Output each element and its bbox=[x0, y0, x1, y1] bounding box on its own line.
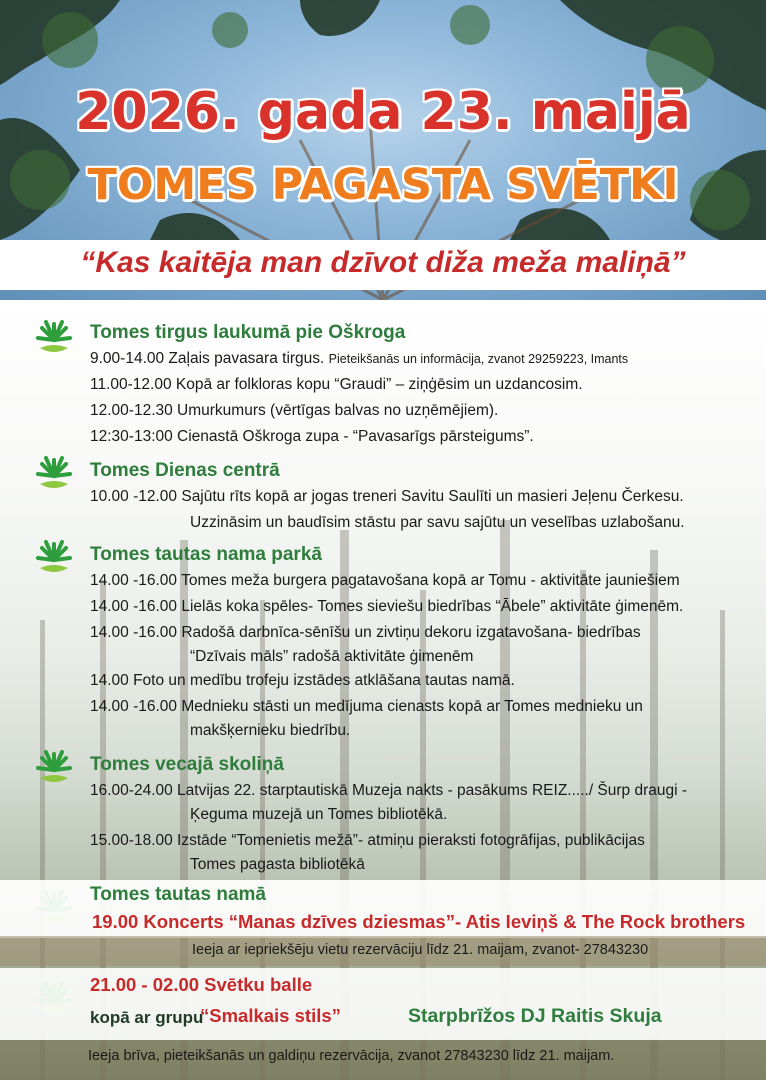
schedule-line: makšķernieku biedrību. bbox=[190, 722, 351, 739]
tree-icon bbox=[34, 748, 74, 788]
tree-icon bbox=[34, 454, 74, 494]
ball-band-name: “Smalkais stils” bbox=[200, 1005, 341, 1026]
schedule-line: 14.00 -16.00 Radošā darbnīca-sēnīšu un zivtiņu dekoru izgatavošana- biedrības bbox=[90, 624, 641, 641]
concert-line: 19.00 Koncerts “Manas dzīves dziesmas”- Atis Ieviņš & The Rock brothers bbox=[92, 911, 746, 932]
schedule-line: Ķeguma muzejā un Tomes bibliotēkā. bbox=[190, 806, 448, 823]
schedule-line: 14.00 -16.00 Lielās koka spēles- Tomes sieviešu biedrības “Ābele” aktivitāte ģimenēm. bbox=[90, 598, 684, 615]
entry-note: Ieeja ar iepriekšēju vietu rezervāciju līdz 21. maijam, zvanot- 27843230 bbox=[192, 942, 649, 958]
schedule-line: 14.00 Foto un medību trofeju izstādes atklāšana tautas namā. bbox=[90, 672, 515, 689]
motto: “Kas kaitēja man dzīvot diža meža maliņā” bbox=[80, 246, 686, 279]
ball-with-prefix: kopā ar grupu bbox=[90, 1008, 204, 1027]
schedule-text: 9.00-14.00 Zaļais pavasara tirgus. bbox=[90, 350, 325, 367]
schedule-line: Tomes pagasta bibliotēkā bbox=[190, 856, 365, 873]
ball-time: 21.00 - 02.00 Svētku balle bbox=[90, 974, 313, 995]
footer-note: Ieeja brīva, pieteikšanās un galdiņu rezervācija, zvanot 27843230 līdz 21. maijam. bbox=[88, 1048, 615, 1064]
section-title-old-school: Tomes vecajā skoliņā bbox=[90, 754, 284, 775]
section-title-day-center: Tomes Dienas centrā bbox=[90, 460, 280, 481]
schedule-line: Uzzināsim un baudīsim stāstu par savu sajūtu un veselības uzlabošanu. bbox=[190, 514, 685, 531]
section-title-market: Tomes tirgus laukumā pie Oškroga bbox=[90, 322, 406, 343]
section-title-park: Tomes tautas nama parkā bbox=[90, 544, 322, 565]
tree-icon bbox=[34, 538, 74, 578]
schedule-line: 16.00-24.00 Latvijas 22. starptautiskā Muzeja nakts - pasākums REIZ...../ Šurp draugi - bbox=[90, 782, 688, 799]
market-note: Pieteikšanās un informācija, zvanot 29259223, Imants bbox=[328, 352, 629, 366]
schedule-line: 14.00 -16.00 Tomes meža burgera pagatavošana kopā ar Tomu - aktivitāte jauniešiem bbox=[90, 572, 680, 589]
tree-icon bbox=[34, 318, 74, 358]
event-title: TOMES PAGASTA SVĒTKI bbox=[87, 160, 679, 210]
schedule-line: 12:30-13:00 Cienastā Oškroga zupa - “Pavasarīgs pārsteigums”. bbox=[90, 428, 534, 445]
event-date: 2026. gada 23. maijā bbox=[75, 82, 691, 142]
schedule-line: 12.00-12.30 Umurkumurs (vērtīgas balvas no uzņēmējiem). bbox=[90, 402, 499, 419]
section-title-culture-house: Tomes tautas namā bbox=[90, 884, 266, 905]
schedule-line: 15.00-18.00 Izstāde “Tomenietis mežā”- atmiņu pieraksti fotogrāfijas, publikācijas bbox=[90, 832, 645, 849]
dj-line: Starpbrīžos DJ Raitis Skuja bbox=[408, 1005, 662, 1027]
schedule-line: 11.00-12.00 Kopā ar folkloras kopu “Graudi” – ziņģēsim un uzdancosim. bbox=[90, 376, 583, 393]
schedule-line: “Dzīvais māls” radošā aktivitāte ģimenēm bbox=[190, 648, 474, 665]
schedule-line bbox=[90, 350, 628, 368]
schedule-line: 14.00 -16.00 Mednieku stāsti un medījuma cienasts kopā ar Tomes mednieku un bbox=[90, 698, 643, 715]
schedule-line: 10.00 -12.00 Sajūtu rīts kopā ar jogas treneri Savitu Saulīti un masieri Jeļenu Čerkesu. bbox=[90, 488, 684, 505]
